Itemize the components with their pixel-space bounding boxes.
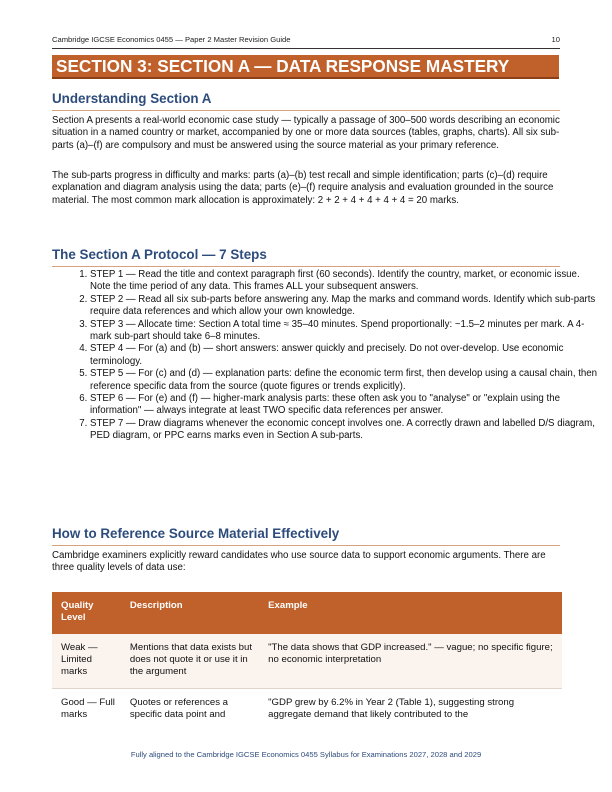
paragraph-understanding-2: The sub-parts progress in difficulty and marks: parts (a)–(b) test recall and simple identification; parts (c)–(d) require explanation and diagram analysis using the data; parts (e)–(f) require analysis and evaluation grounded in the source material. The most common mark allocation is approximately: 2 + 2 + 4 + 4 + 4 + 4 = 20 marks. [52,170,554,206]
page-footer: Fully aligned to the Cambridge IGCSE Economics 0455 Syllabus for Examinations 2027, 2028 and 2029 [130,750,482,759]
paragraph-understanding-1: Section A presents a real-world economic case study — typically a passage of 300–500 words describing an economic situation in a named country or market, accompanied by one or more data sources (tables, graphs, charts). All six sub-parts (a)–(f) are compulsory and must be answered using the source material as your primary reference. [52,115,560,151]
section-title-banner: SECTION 3: SECTION A — DATA RESPONSE MASTERY [52,55,559,79]
heading-protocol: The Section A Protocol — 7 Steps [52,247,560,267]
table-row [52,634,562,689]
column-header: Description [121,592,259,634]
table-cell: Good — Full marks [52,689,121,722]
page-number: 10 [551,35,560,44]
table-cell: "The data shows that GDP increased." — vague; no specific figure; no economic interpretation [259,634,562,689]
table-cell: Mentions that data exists but does not quote it or use it in the argument [121,634,259,689]
header-title: Cambridge IGCSE Economics 0455 — Paper 2 Master Revision Guide [52,35,291,44]
protocol-step: 5. STEP 5 — For (c) and (d) — explanation parts: define the economic term first, then develop using a causal chain, then reference specific data from the source (quote figures or trends explicitly). [90,368,600,393]
protocol-step: 2. STEP 2 — Read all six sub-parts before answering any. Map the marks and command words. Identify which sub-parts require data references and which allow your own knowledge. [90,294,600,319]
protocol-step: 1. STEP 1 — Read the title and context paragraph first (60 seconds). Identify the country, market, or economic issue. Note the time period of any data. This frames ALL your subsequent answers. [90,269,600,294]
table-row [52,689,562,722]
protocol-step: 6. STEP 6 — For (e) and (f) — higher-mark analysis parts: these often ask you to "analyse" or "explain using the information" — always integrate at least TWO specific data references per answer. [90,393,600,418]
protocol-steps-list [52,269,600,443]
table-header-row [52,592,562,634]
protocol-step: 7. STEP 7 — Draw diagrams whenever the economic concept involves one. A correctly drawn and labelled D/S diagram, PED diagram, or PPC earns marks even in Section A sub-parts. [90,418,600,443]
column-header: Quality Level [52,592,121,634]
protocol-step: 3. STEP 3 — Allocate time: Section A total time ≈ 35–40 minutes. Spend proportionally: ~1.5–2 minutes per mark. A 4-mark sub-part should take 6–8 minutes. [90,319,600,344]
paragraph-reference-intro: Cambridge examiners explicitly reward candidates who use source data to support economic arguments. There are three quality levels of data use: [52,550,546,574]
table-cell: Quotes or references a specific data point and [121,689,259,722]
protocol-step: 4. STEP 4 — For (a) and (b) — short answers: answer quickly and precisely. Do not over-develop. Use economic terminology. [90,343,600,368]
quality-levels-table [52,592,562,721]
quality-table-container [52,592,562,738]
table-cell: "GDP grew by 6.2% in Year 2 (Table 1), suggesting strong aggregate demand that likely contributed to the [259,689,562,722]
heading-understanding: Understanding Section A [52,91,560,111]
table-cell: Weak — Limited marks [52,634,121,689]
page-header [52,33,560,49]
heading-reference: How to Reference Source Material Effectively [52,526,560,546]
column-header: Example [259,592,562,634]
